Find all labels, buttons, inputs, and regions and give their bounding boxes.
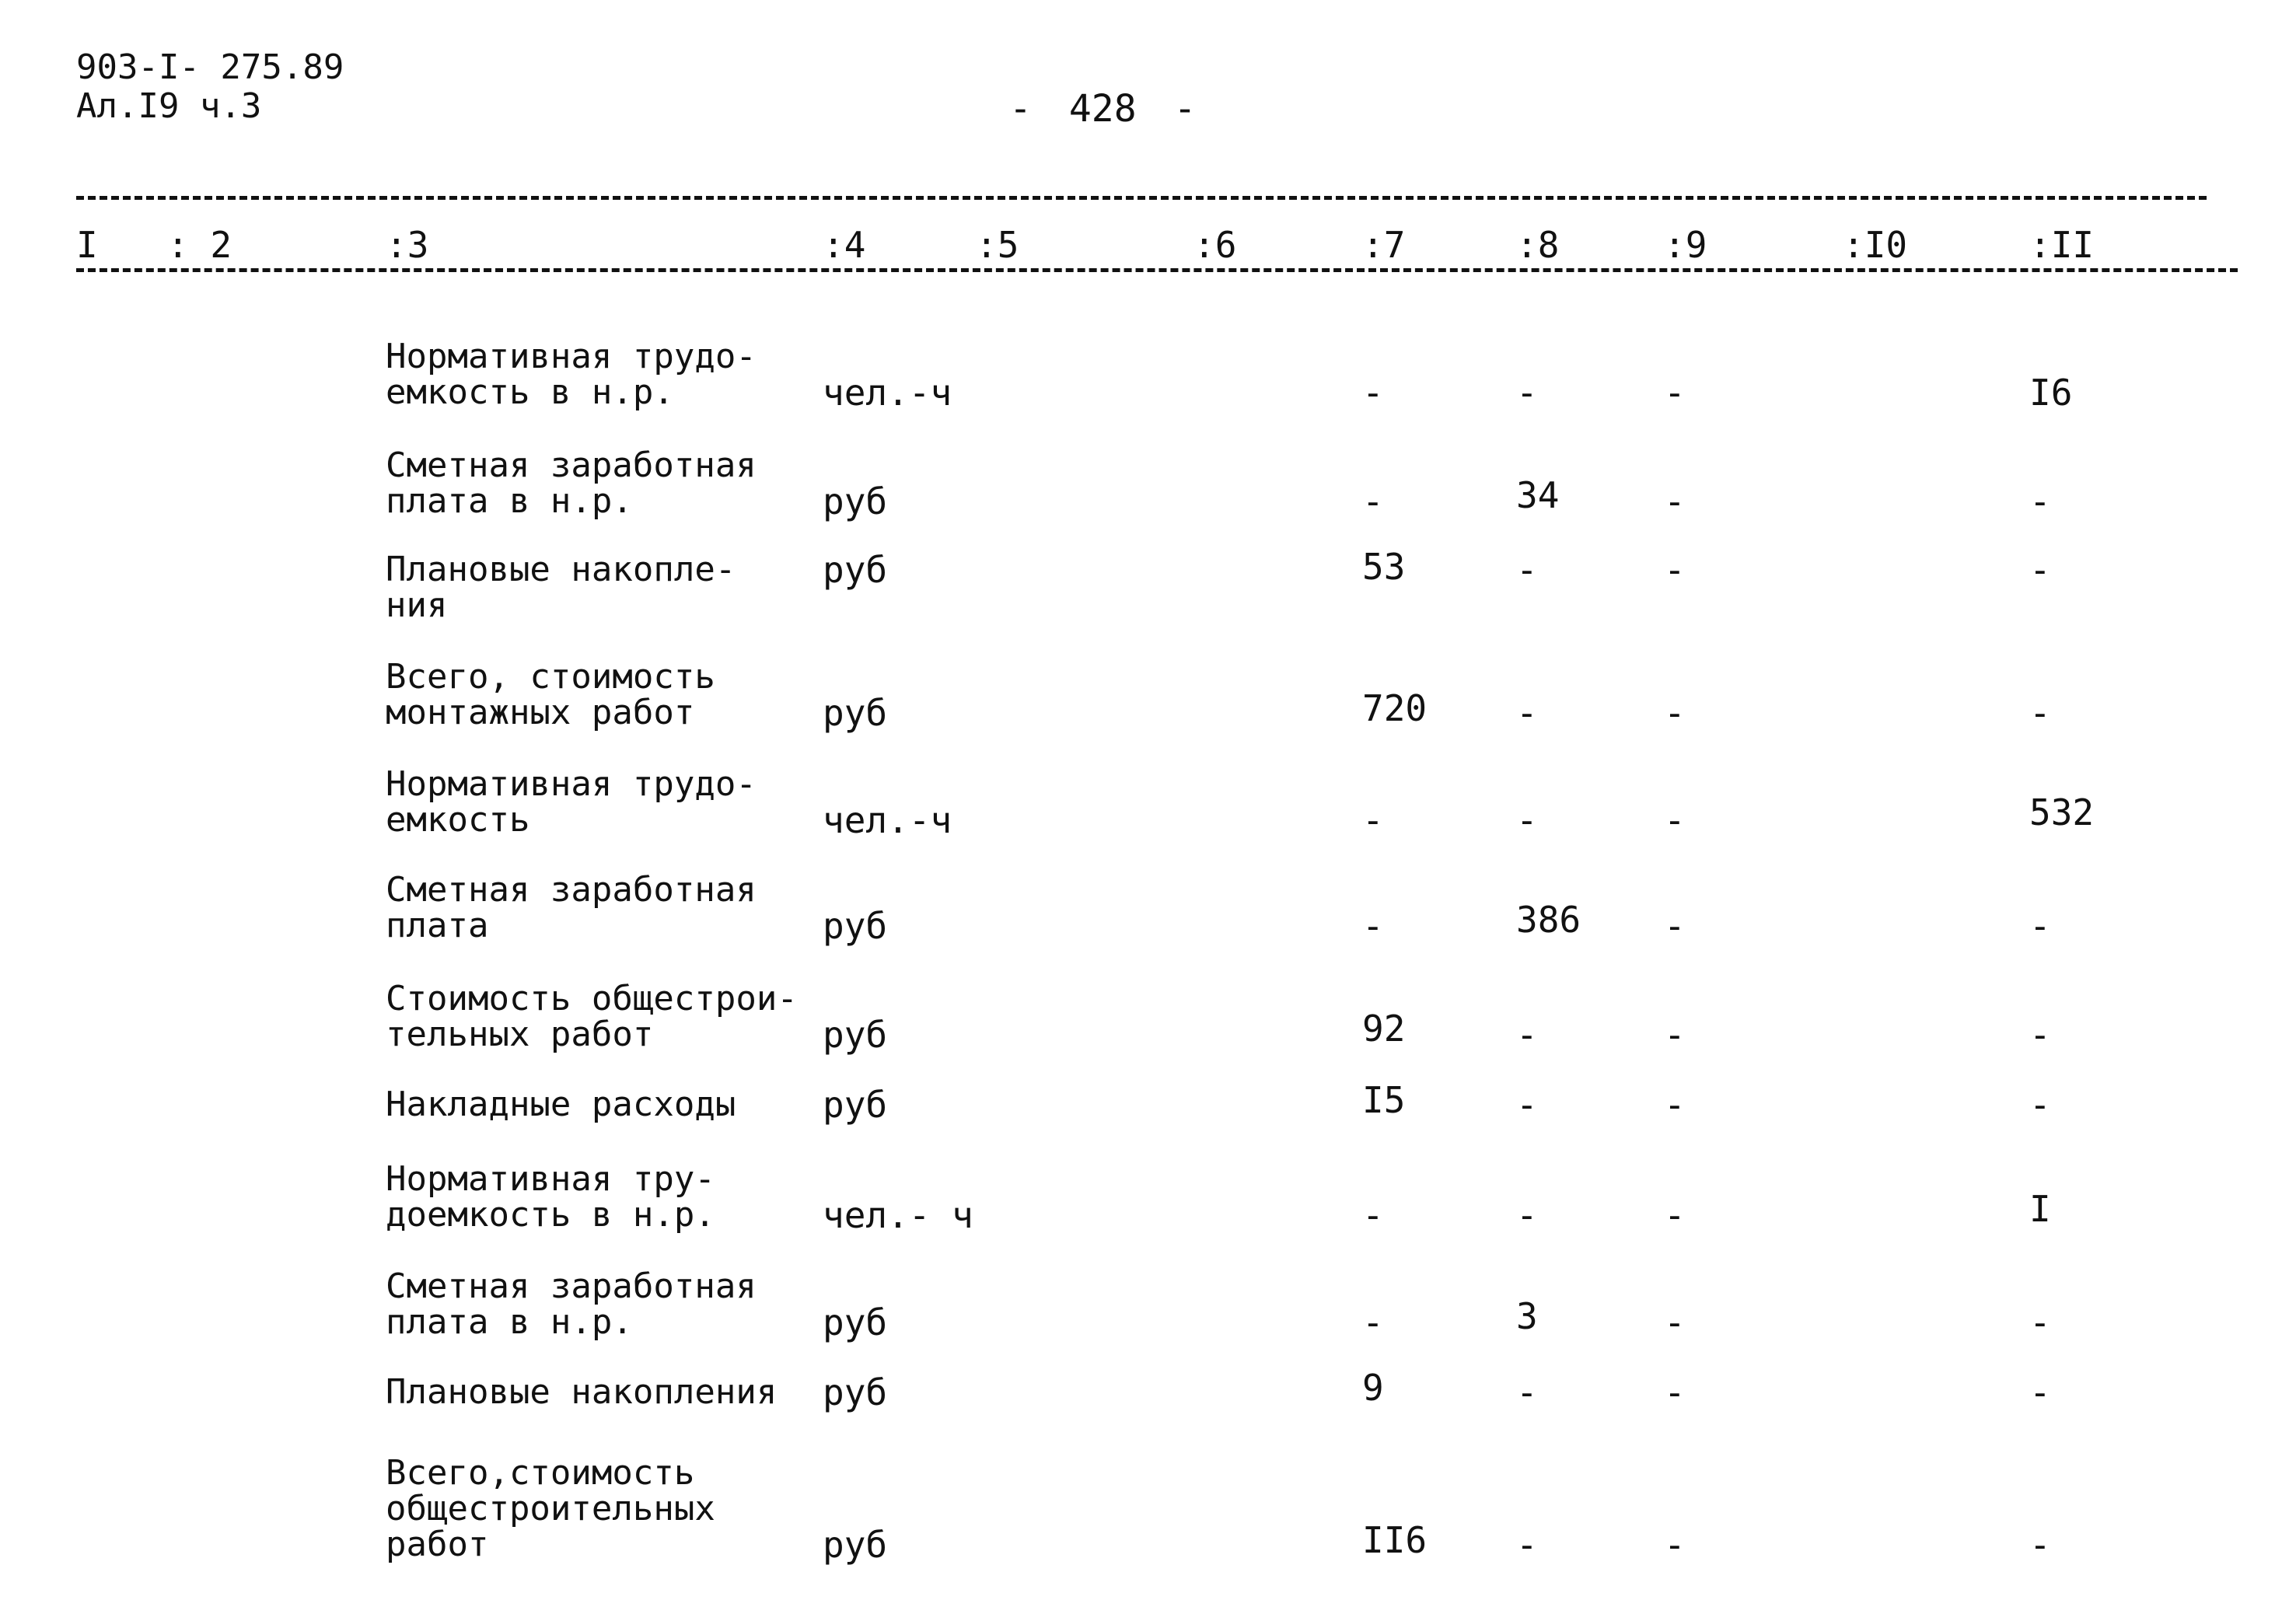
unit-cell: чел.-ч [823, 799, 952, 841]
col9-cell: - [1664, 1301, 1686, 1343]
unit-cell: руб [823, 480, 888, 522]
doc-code-line1: 903-I- 275.89 [76, 47, 344, 87]
col8-cell: - [1516, 1194, 1538, 1236]
column-header-4: :4 [823, 224, 866, 266]
column-header-11: :II [2029, 224, 2095, 266]
col11-cell: - [2029, 480, 2051, 522]
col9-cell: - [1664, 1371, 1686, 1413]
table-row-label: Плановые накопления [386, 1372, 778, 1412]
col7-cell: 92 [1362, 1008, 1406, 1050]
table-row-label: Всего, стоимость монтажных работ [386, 657, 715, 732]
doc-code-line2: Ал.I9 ч.3 [76, 86, 262, 126]
col7-cell: - [1362, 1194, 1384, 1236]
col7-cell: II6 [1362, 1519, 1428, 1561]
table-row-label: Плановые накопле- ния [386, 550, 736, 625]
page-number-block [972, 87, 1234, 131]
col8-cell: - [1516, 1084, 1538, 1126]
col9-cell: - [1664, 1084, 1686, 1126]
col11-cell: I [2029, 1188, 2051, 1230]
col9-cell: - [1664, 1194, 1686, 1236]
col11-cell: - [2029, 692, 2051, 734]
col9-cell: - [1664, 905, 1686, 947]
column-header-8: :8 [1516, 224, 1560, 266]
column-header-3: :3 [386, 224, 429, 266]
column-header-5: :5 [976, 224, 1019, 266]
unit-cell: чел.- ч [823, 1194, 973, 1236]
table-row-label: Накладные расходы [386, 1085, 736, 1124]
table-row-label: Сметная заработная плата [386, 870, 757, 945]
col9-cell: - [1664, 372, 1686, 414]
col7-cell: - [1362, 372, 1384, 414]
col7-cell: 720 [1362, 687, 1428, 729]
col11-cell: - [2029, 1014, 2051, 1056]
col9-cell: - [1664, 1524, 1686, 1566]
col9-cell: - [1664, 480, 1686, 522]
col11-cell: - [2029, 1084, 2051, 1126]
table-row-label: Нормативная трудо- емкость [386, 764, 757, 840]
col9-cell: - [1664, 799, 1686, 841]
table-row-label: Сметная заработная плата в н.р. [386, 1266, 757, 1342]
col9-cell: - [1664, 692, 1686, 734]
column-header-6: :6 [1193, 224, 1237, 266]
unit-cell: руб [823, 549, 888, 591]
col8-cell: - [1516, 799, 1538, 841]
unit-cell: руб [823, 1524, 888, 1566]
unit-cell: руб [823, 1371, 888, 1413]
page-dash-right: - [1173, 87, 1197, 131]
table-row-label: Нормативная тру- доемкость в н.р. [386, 1159, 715, 1235]
page-dash-left: - [1009, 87, 1032, 131]
col7-cell: - [1362, 905, 1384, 947]
col11-cell: I6 [2029, 372, 2073, 414]
col8-cell: 3 [1516, 1295, 1538, 1337]
unit-cell: руб [823, 1301, 888, 1343]
col8-cell: 386 [1516, 899, 1581, 941]
col11-cell: 532 [2029, 791, 2095, 833]
col8-cell: - [1516, 1014, 1538, 1056]
col7-cell: I5 [1362, 1079, 1406, 1121]
col8-cell: - [1516, 549, 1538, 591]
col7-cell: - [1362, 480, 1384, 522]
table-row-label: Сметная заработная плата в н.р. [386, 445, 757, 521]
col11-cell: - [2029, 549, 2051, 591]
col11-cell: - [2029, 1301, 2051, 1343]
col11-cell: - [2029, 1524, 2051, 1566]
col9-cell: - [1664, 549, 1686, 591]
col8-cell: - [1516, 692, 1538, 734]
unit-cell: чел.-ч [823, 372, 952, 414]
column-header-10: :I0 [1843, 224, 1908, 266]
column-header-1: I [76, 224, 98, 266]
table-row-label: Всего,стоимость общестроительных работ [386, 1453, 715, 1564]
column-header-2: : 2 [167, 224, 232, 266]
table-top-rule [76, 196, 2207, 200]
col8-cell: - [1516, 372, 1538, 414]
unit-cell: руб [823, 1084, 888, 1126]
table-row-label: Нормативная трудо- емкость в н.р. [386, 337, 757, 412]
page-number: 428 [1068, 87, 1137, 131]
col7-cell: 53 [1362, 546, 1406, 588]
unit-cell: руб [823, 905, 888, 947]
unit-cell: руб [823, 1014, 888, 1056]
col8-cell: - [1516, 1524, 1538, 1566]
column-header-7: :7 [1362, 224, 1406, 266]
col9-cell: - [1664, 1014, 1686, 1056]
column-header-9: :9 [1664, 224, 1707, 266]
col8-cell: - [1516, 1371, 1538, 1413]
col7-cell: 9 [1362, 1367, 1384, 1409]
col11-cell: - [2029, 905, 2051, 947]
col7-cell: - [1362, 799, 1384, 841]
col11-cell: - [2029, 1371, 2051, 1413]
col7-cell: - [1362, 1301, 1384, 1343]
col8-cell: 34 [1516, 474, 1560, 516]
unit-cell: руб [823, 692, 888, 734]
table-header-rule [76, 268, 2238, 272]
document-code [76, 48, 344, 126]
table-row-label: Стоимость общестрои- тельных работ [386, 979, 798, 1054]
